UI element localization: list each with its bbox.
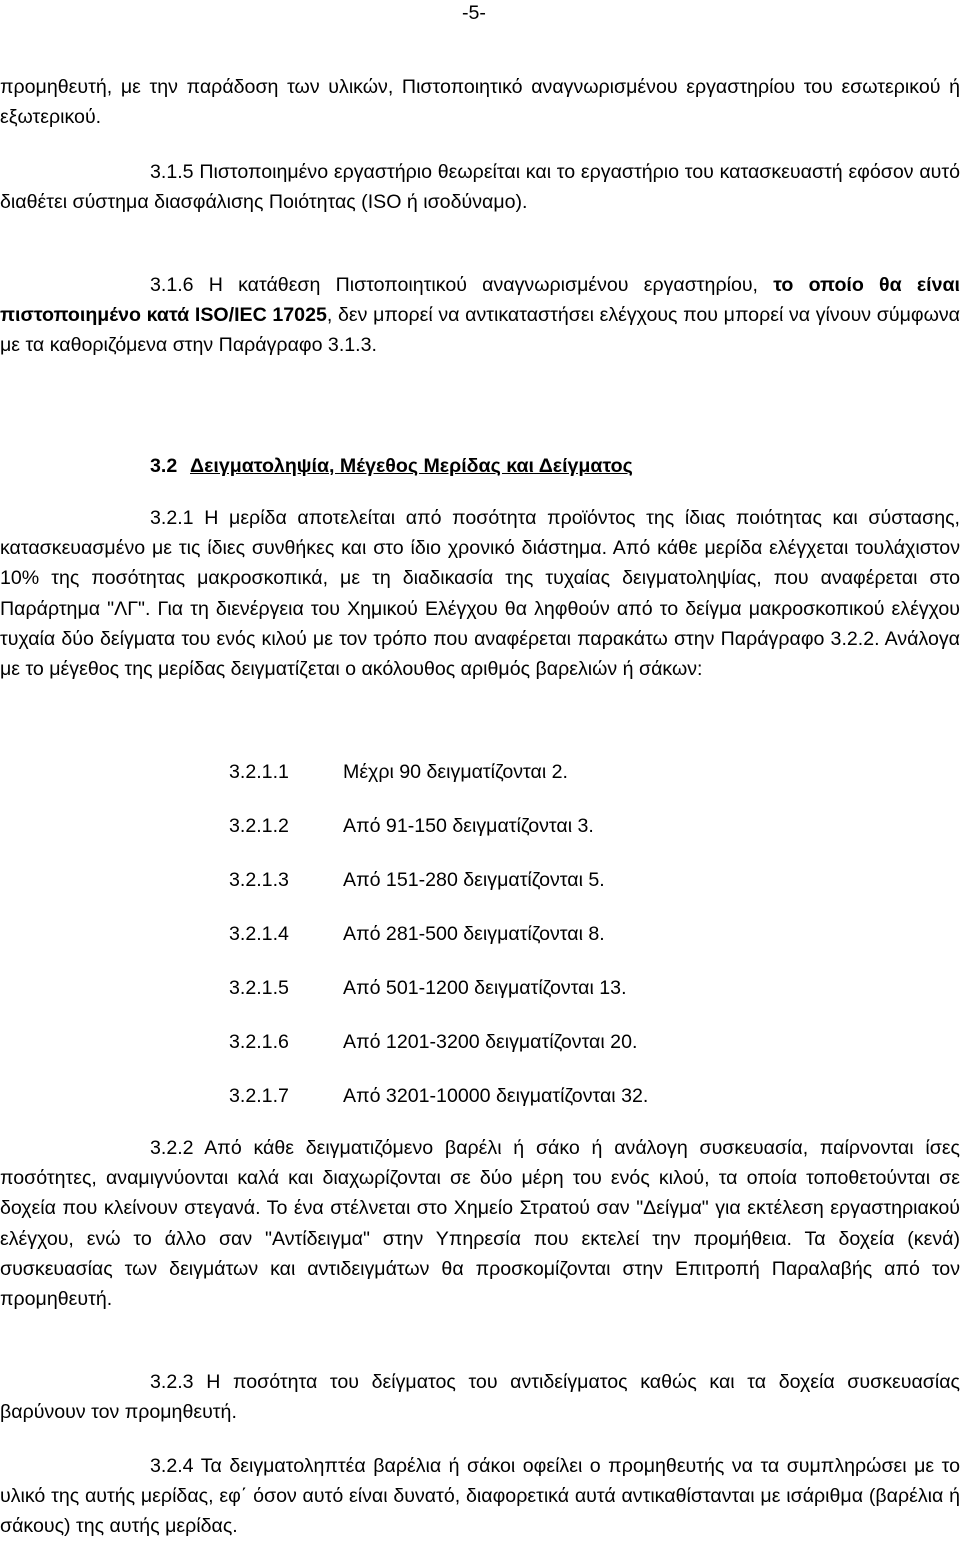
paragraph-3-1-6-text-a: 3.1.6 Η κατάθεση Πιστοποιητικού αναγνωρισμένου εργαστηρίου, [150, 274, 774, 296]
item-number: 3.2.1.6 [229, 1031, 289, 1053]
item-text: Από 1201-3200 δειγματίζονται 20. [343, 1031, 638, 1053]
section-heading-3-2 [150, 454, 633, 478]
item-text: Από 281-500 δειγματίζονται 8. [343, 923, 605, 945]
paragraph-supplier-certificate: προμηθευτή, με την παράδοση των υλικών, Πιστοποιητικό αναγνωρισμένου εργαστηρίου του εσωτερικού ή εξωτερικού. [0, 76, 960, 129]
paragraph-3-2-2: 3.2.2 Από κάθε δειγματιζόμενο βαρέλι ή σάκο ή ανάλογη συσκευασία, παίρνονται ίσες ποσότητες, αναμιγνύονται καλά και διαχωρίζονται σε δύο μέρη του ενός κιλού, τα οποία τοποθετούνται σε δοχεία που κλείνουν στεγανά. Το ένα στέλνεται στο Χημείο Στρατού σαν "Δείγμα" για εκτέλεση εργαστηριακού ελέγχου, ενώ το άλλο σαν "Αντίδειγμα" στην Υπηρεσία που εκτελεί την προμήθεια. Τα δοχεία (κενά) συσκευασίας των δειγμάτων και αντιδειγμάτων θα προσκομίζονται στην Επιτροπή Παραλαβής από τον προμηθευτή. [0, 1137, 960, 1311]
item-number: 3.2.1.7 [229, 1085, 289, 1107]
paragraph-3-1-5: 3.1.5 Πιστοποιημένο εργαστήριο θεωρείται και το εργαστήριο του κατασκευαστή εφόσον αυτό διαθέτει σύστημα διασφάλισης Ποιότητας (ISO ή ισοδύναμο). [0, 161, 960, 214]
section-number: 3.2 [150, 455, 178, 477]
paragraph-3-1-6-text-b: , δεν μπορεί να αντικαταστήσει ελέγχους που μπορεί να γίνουν σύμφωνα με τα καθοριζόμενα στην Παράγραφο 3.1.3. [0, 304, 960, 357]
item-text: Από 91-150 δειγματίζονται 3. [343, 815, 594, 837]
list-item-3-2-1-5 [229, 976, 627, 1000]
item-text: Από 501-1200 δειγματίζονται 13. [343, 977, 627, 999]
page-number: -5- [462, 2, 486, 24]
list-item-3-2-1-2 [229, 814, 594, 838]
item-number: 3.2.1.4 [229, 923, 289, 945]
item-number: 3.2.1.1 [229, 761, 289, 783]
item-text: Από 151-280 δειγματίζονται 5. [343, 869, 605, 891]
list-item-3-2-1-6 [229, 1030, 637, 1054]
list-item-3-2-1-7 [229, 1084, 648, 1108]
section-title: Δειγματοληψία, Μέγεθος Μερίδας και Δείγματος [190, 455, 633, 477]
item-number: 3.2.1.3 [229, 869, 289, 891]
list-item-3-2-1-3 [229, 868, 605, 892]
item-number: 3.2.1.2 [229, 815, 289, 837]
item-text: Από 3201-10000 δειγματίζονται 32. [343, 1085, 649, 1107]
paragraph-3-1-6-bold: το οποίο θα είναι πιστοποιημένο κατά ISO/IEC 17025 [0, 274, 960, 327]
item-text: Μέχρι 90 δειγματίζονται 2. [343, 761, 568, 783]
paragraph-3-2-1: 3.2.1 Η μερίδα αποτελείται από ποσότητα προϊόντος της ίδιας ποιότητας και σύστασης, κατασκευασμένο με τις ίδιες συνθήκες και στο ίδιο χρονικό διάστημα. Από κάθε μερίδα ελέγχεται τουλάχιστον 10% της ποσότητας μακροσκοπικά, με τη διαδικασία της τυχαίας δειγματοληψίας, που αναφέρεται στο Παράρτημα "ΛΓ". Για τη διενέργεια του Χημικού Ελέγχου θα ληφθούν από το δείγμα μακροσκοπικού ελέγχου τυχαία δύο δείγματα του ενός κιλού με τον τρόπο που αναφέρεται παρακάτω στην Παράγραφο 3.2.2. Ανάλογα με το μέγεθος της μερίδας δειγματίζεται ο ακόλουθος αριθμός βαρελιών ή σάκων: [0, 507, 960, 681]
paragraph-3-2-4: 3.2.4 Τα δειγματοληπτέα βαρέλια ή σάκοι οφείλει ο προμηθευτής να τα συμπληρώσει με το υλικό της αυτής μερίδας, εφ΄ όσον αυτό είναι δυνατό, διαφορετικά αυτά αντικαθίστανται με ισάριθμα (βαρέλια ή σάκους) της αυτής μερίδας. [0, 1455, 960, 1538]
paragraph-3-1-6 [0, 270, 960, 361]
list-item-3-2-1-4 [229, 922, 605, 946]
paragraph-3-2-3: 3.2.3 Η ποσότητα του δείγματος του αντιδείγματος καθώς και τα δοχεία συσκευασίας βαρύνουν τον προμηθευτή. [0, 1371, 960, 1424]
item-number: 3.2.1.5 [229, 977, 289, 999]
list-item-3-2-1-1 [229, 760, 568, 784]
